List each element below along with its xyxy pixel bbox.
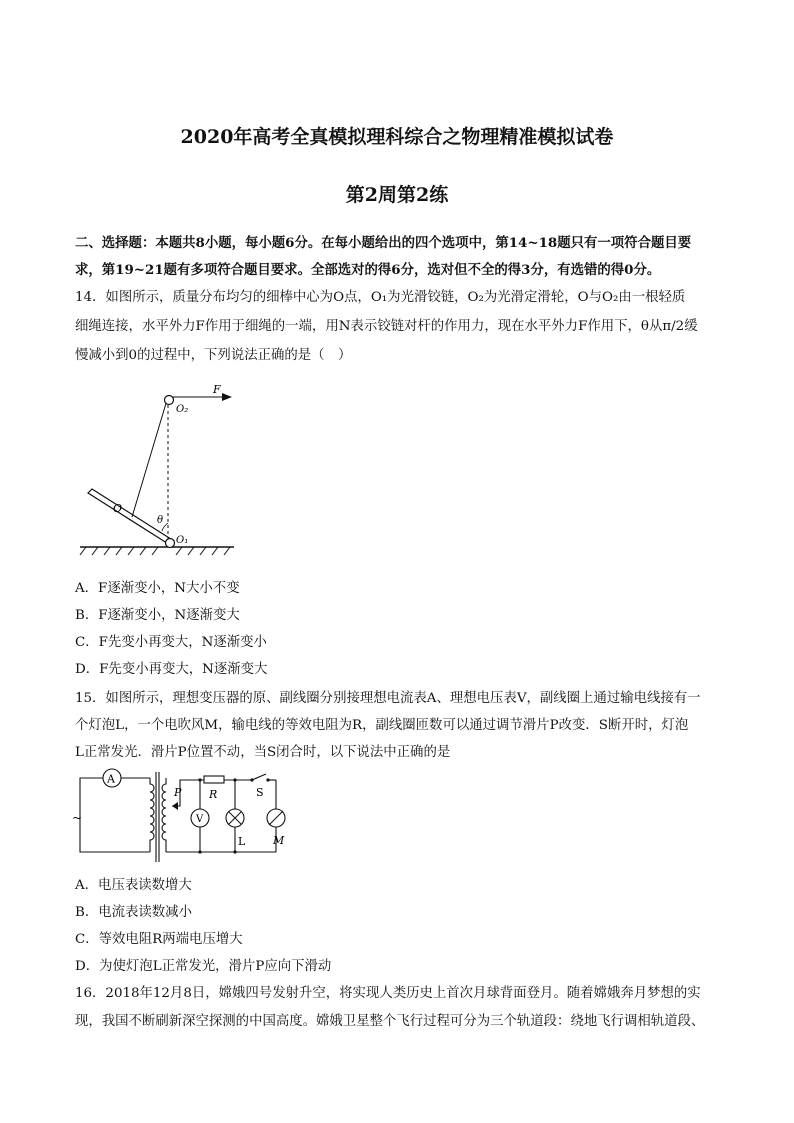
q15-option-b: B．电流表读数减小 (75, 905, 192, 920)
ammeter-label: A (107, 772, 115, 786)
hinge-label: O₁ (176, 535, 189, 546)
voltmeter-label: V (196, 814, 204, 825)
q16-stem-line-2: 现，我国不断刷新深空探测的中国高度。嫦娥卫星整个飞行过程可分为三个轨道段：绕地飞行调相轨道段、 (75, 1014, 705, 1029)
q15-stem-line-1: 15．如图所示，理想变压器的原、副线圈分别接理想电流表A、理想电压表V，副线圈上通过输电线接有一 (75, 691, 701, 706)
q14-stem-line-2: 细绳连接，水平外力F作用于细绳的一端，用N表示铰链对杆的作用力，现在水平外力F作用下，θ从π/2缓 (75, 319, 698, 334)
slider-label: P (174, 786, 182, 799)
center-label: O (113, 502, 123, 515)
q14-stem-line-3: 慢减小到0的过程中，下列说法正确的是（ ） (75, 348, 352, 363)
q14-option-d: D．F先变小再变大，N逐渐变大 (75, 662, 268, 677)
q14-stem-line-1: 14．如图所示，质量分布均匀的细棒中心为O点，O₁为光滑铰链，O₂为光滑定滑轮，O与O₂由一根轻质 (75, 290, 686, 305)
ac-source-label: ~ (72, 811, 83, 825)
section-instructions-line-1: 二、选择题：本题共8小题，每小题6分。在每小题给出的四个选项中，第14~18题只有一项符合题目要 (75, 235, 692, 251)
q15-stem-line-2: 个灯泡L，一个电吹风M，输电线的等效电阻为R，副线圈匝数可以通过调节滑片P改变．S断开时，灯泡 (75, 718, 689, 733)
force-label: F (213, 383, 221, 396)
page-subtitle: 第2周第2练 (345, 184, 449, 206)
lamp-label: L (238, 835, 246, 848)
q15-option-c: C．等效电阻R两端电压增大 (75, 932, 243, 947)
pulley-label: O₂ (176, 404, 189, 415)
q16-stem-line-1: 16．2018年12月8日，嫦娥四号发射升空，将实现人类历史上首次月球背面登月。随着嫦娥奔月梦想的实 (75, 986, 701, 1001)
q15-option-a: A．电压表读数增大 (75, 878, 192, 893)
page-title: 2020年高考全真模拟理科综合之物理精准模拟试卷 (180, 126, 614, 148)
q15-circuit-figure (70, 766, 300, 866)
q14-rod-figure (70, 375, 250, 565)
q14-option-b: B．F逐渐变小，N逐渐变大 (75, 608, 240, 623)
resistor-label: R (209, 788, 218, 801)
q15-stem-line-3: L正常发光．滑片P位置不动，当S闭合时，以下说法中正确的是 (75, 745, 451, 760)
q14-option-c: C．F先变小再变大，N逐渐变小 (75, 635, 267, 650)
angle-label: θ (157, 515, 164, 526)
motor-label: M (273, 834, 285, 847)
q14-option-a: A．F逐渐变小，N大小不变 (75, 581, 240, 596)
section-instructions-line-2: 求，第19~21题有多项符合题目要求。全部选对的得6分，选对但不全的得3分，有选错的得0分。 (75, 262, 661, 278)
switch-label: S (256, 786, 264, 799)
q15-option-d: D．为使灯泡L正常发光，滑片P应向下滑动 (75, 959, 332, 974)
